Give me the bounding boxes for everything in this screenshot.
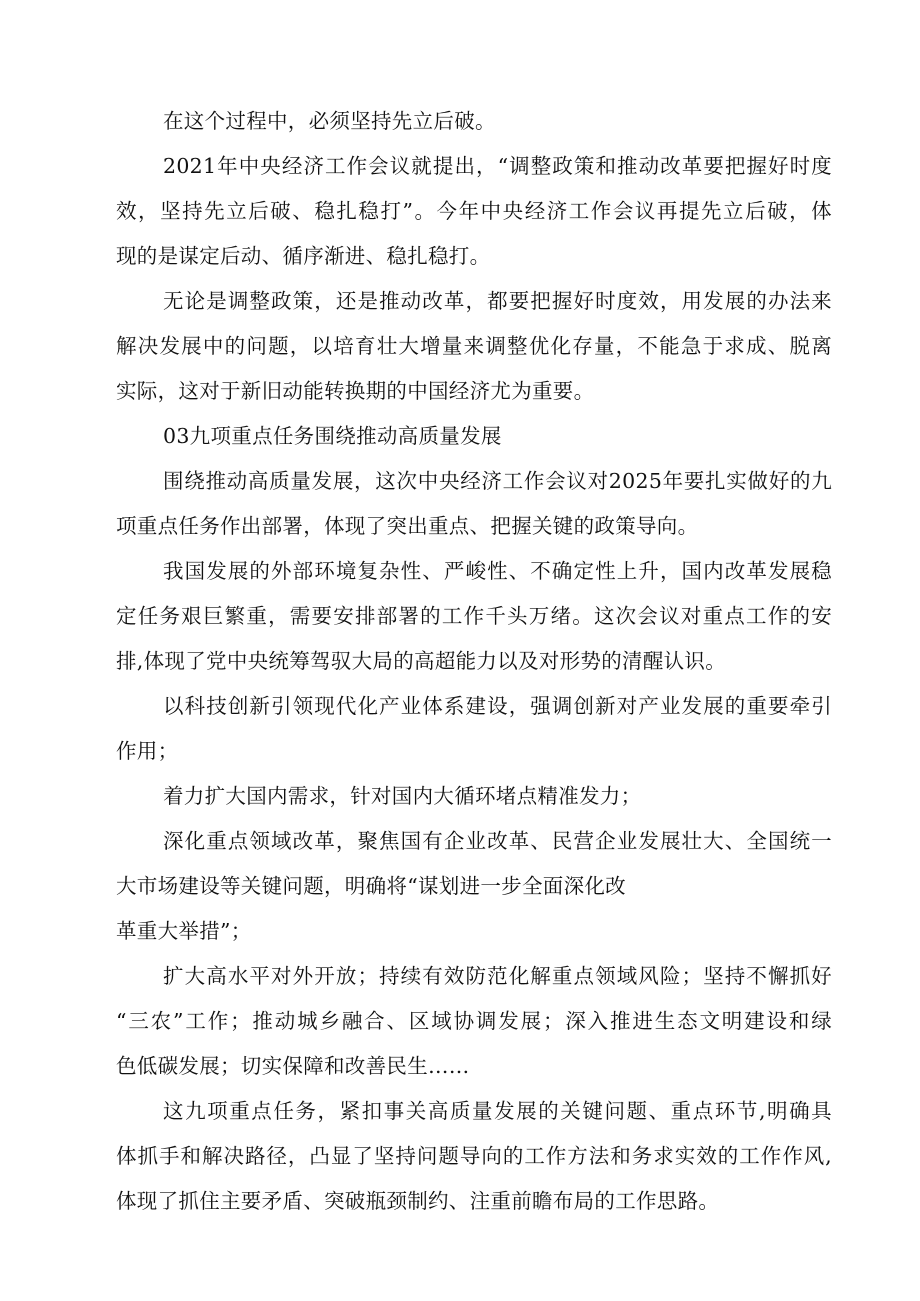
paragraph-line: 大市场建设等关键问题，明确将“谋划进一步全面深化改	[116, 874, 626, 898]
paragraph-line: 现的是谋定后动、循序渐进、稳扎稳打。	[116, 244, 491, 268]
paragraph-line: 体抓手和解决路径，凸显了坚持问题导向的工作方法和务求实效的工作作风,	[116, 1144, 832, 1168]
paragraph-line: 扩大高水平对外开放；持续有效防范化解重点领域风险；坚持不懈抓好	[163, 964, 832, 988]
paragraph-line: 我国发展的外部环境复杂性、严峻性、不确定性上升，国内改革发展稳	[163, 559, 832, 583]
paragraph-line: 排,体现了党中央统筹驾驭大局的高超能力以及对形势的清醒认识。	[116, 649, 727, 673]
paragraph-line: 项重点任务作出部署，体现了突出重点、把握关键的政策导向。	[116, 514, 699, 538]
paragraph-line: 2021年中央经济工作会议就提出，“调整政策和推动改革要把握好时度	[163, 154, 832, 178]
paragraph-line: 着力扩大国内需求，针对国内大循环堵点精准发力；	[163, 784, 642, 808]
paragraph-line: 这九项重点任务，紧扣事关高质量发展的关键问题、重点环节,明确具	[163, 1099, 832, 1123]
section-heading: 03九项重点任务围绕推动高质量发展	[163, 424, 502, 448]
paragraph-line: 体现了抓住主要矛盾、突破瓶颈制约、注重前瞻布局的工作思路。	[116, 1189, 720, 1213]
paragraph-line: 效，坚持先立后破、稳扎稳打”。今年中央经济工作会议再提先立后破，体	[116, 199, 832, 223]
paragraph-line: 深化重点领域改革，聚焦国有企业改革、民营企业发展壮大、全国统一	[163, 829, 832, 853]
document-body	[116, 99, 832, 1224]
paragraph-line: 无论是调整政策，还是推动改革，都要把握好时度效，用发展的办法来	[163, 289, 832, 313]
paragraph-line: 解决发展中的问题，以培育壮大增量来调整优化存量，不能急于求成、脱离	[116, 334, 832, 358]
paragraph-line: 以科技创新引领现代化产业体系建设，强调创新对产业发展的重要牵引	[163, 694, 832, 718]
paragraph-line: 革重大举措”；	[116, 919, 252, 943]
paragraph-line: 色低碳发展；切实保障和改善民生……	[116, 1054, 470, 1078]
paragraph-line: 实际，这对于新旧动能转换期的中国经济尤为重要。	[116, 379, 595, 403]
paragraph-line: 在这个过程中，必须坚持先立后破。	[163, 109, 496, 133]
paragraph-line: 作用；	[116, 739, 179, 763]
paragraph-line: 定任务艰巨繁重，需要安排部署的工作千头万绪。这次会议对重点工作的安	[116, 604, 832, 628]
paragraph-line: “三农”工作；推动城乡融合、区域协调发展；深入推进生态文明建设和绿	[116, 1009, 832, 1033]
paragraph-line: 围绕推动高质量发展，这次中央经济工作会议对2025年要扎实做好的九	[163, 469, 832, 493]
